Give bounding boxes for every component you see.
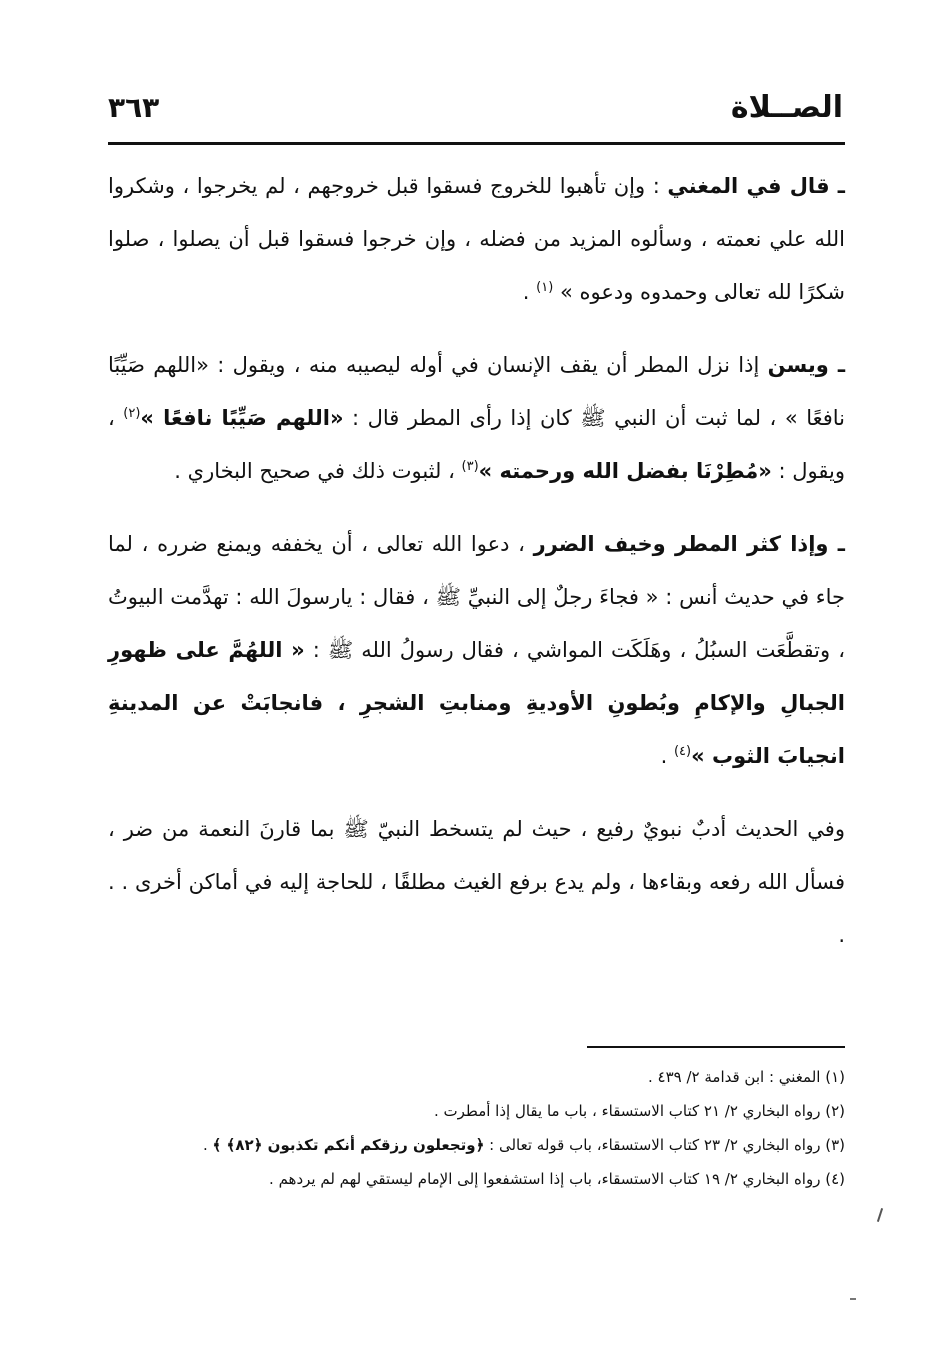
footnote-ref: (١) [536,280,554,295]
page-number: ٣٦٣ [108,91,160,124]
hadith-quote: «مُطِرْنَا بفضل الله ورحمته » [478,459,772,483]
footnote-ref: (٣) [461,459,479,474]
footnote-2: (٢) رواه البخاري ٢/ ٢١ كتاب الاستسقاء ، باب ما يقال إذا أمطرت . [433,1102,845,1120]
footnote-rule [587,1046,845,1048]
paragraph-tail: . [660,744,674,768]
hadith-quote: « اللهُمَّ على ظهورِ الجبالِ والإكامِ وبُطونِ الأوديةِ ومنابتِ الشجرِ ، فانجابَتْ عن المدينةِ انجيابَ الثوب » [108,638,845,768]
scan-margin-mark [877,1208,883,1222]
paragraph-lead: ـ قال في المغني [667,174,845,198]
paragraph-text: ، دعوا الله تعالى ، أن يخففه ويمنع ضرره ، لما جاء في حديث أنس : « فجاءَ رجلٌ إلى النبيِّ ﷺ ، فقال : يارسولَ الله : تهدَّمت البيوتُ ، وتقطَّعَت السبُلُ ، وهَلَكَت المواشي ، فقال رسولُ الله ﷺ : [108,532,845,662]
footnote-tail: . [202,1136,213,1154]
footnote-ref: (٤) [673,744,692,759]
header-rule [108,142,845,145]
paragraph-text: ، لثبوت ذلك في صحيح البخاري . [174,459,462,483]
scan-margin-dot [850,1298,856,1300]
footnote-3 [108,1128,845,1162]
paragraph-lead: ـ وإذا كثر المطر وخيف الضرر [533,532,845,556]
paragraph-text: وفي الحديث أدبٌ نبويٌ رفيع ، حيث لم يتسخط النبيّ ﷺ بما قارنَ النعمة من ضر ، فسأل الله رفعه وبقاءها ، ولم يدع برفع الغيث مطلقًا ، للحاجة إليه في أماكن أخرى . . . [108,817,845,947]
footnote-text: (٣) رواه البخاري ٢/ ٢٣ كتاب الاستسقاء، باب قوله تعالى : [484,1136,845,1154]
footnotes [108,1060,845,1196]
footnote-1: (١) المغني : ابن قدامة ٢/ ٤٣٩ . [647,1068,845,1086]
paragraph-text: : وإن تأهبوا للخروج فسقوا قبل خروجهم ، لم يخرجوا ، وشكروا الله علي نعمته ، وسألوه المزيد من فضله ، وإن خرجوا فسقوا قبل أن يصلوا ، صلوا شكرًا لله تعالى وحمدوه ودعوه » [108,174,845,304]
paragraph-commentary [108,803,845,962]
footnote-4: (٤) رواه البخاري ٢/ ١٩ كتاب الاستسقاء، باب إذا استشفعوا إلى الإمام ليستقي لهم لم يردهم . [269,1170,845,1188]
paragraph-mughni-quote [108,160,845,319]
footnote-ref: (٢) [123,406,141,421]
chapter-title: الصــلاة [730,90,843,125]
page-header [108,88,843,132]
paragraph-text: ، ويقول : [108,406,845,483]
paragraph-heavy-rain [108,518,845,783]
paragraph-lead: ـ ويسن [767,353,845,377]
paragraph-rain-dua [108,339,845,498]
paragraph-tail: . [522,280,537,304]
paragraph-text: إذا نزل المطر أن يقف الإنسان في أوله ليصيبه منه ، ويقول : «اللهم صَيِّبًا نافعًا » ، لما ثبت أن النبي ﷺ كان إذا رأى المطر قال : [108,353,846,430]
quran-verse: ﴿وتجعلون رزقكم أنكم تكذبون ﴿٨٢﴾ ﴾ [212,1136,485,1154]
hadith-quote: «اللهم صَيِّبًا نافعًا » [140,406,344,430]
body-text [108,160,845,982]
